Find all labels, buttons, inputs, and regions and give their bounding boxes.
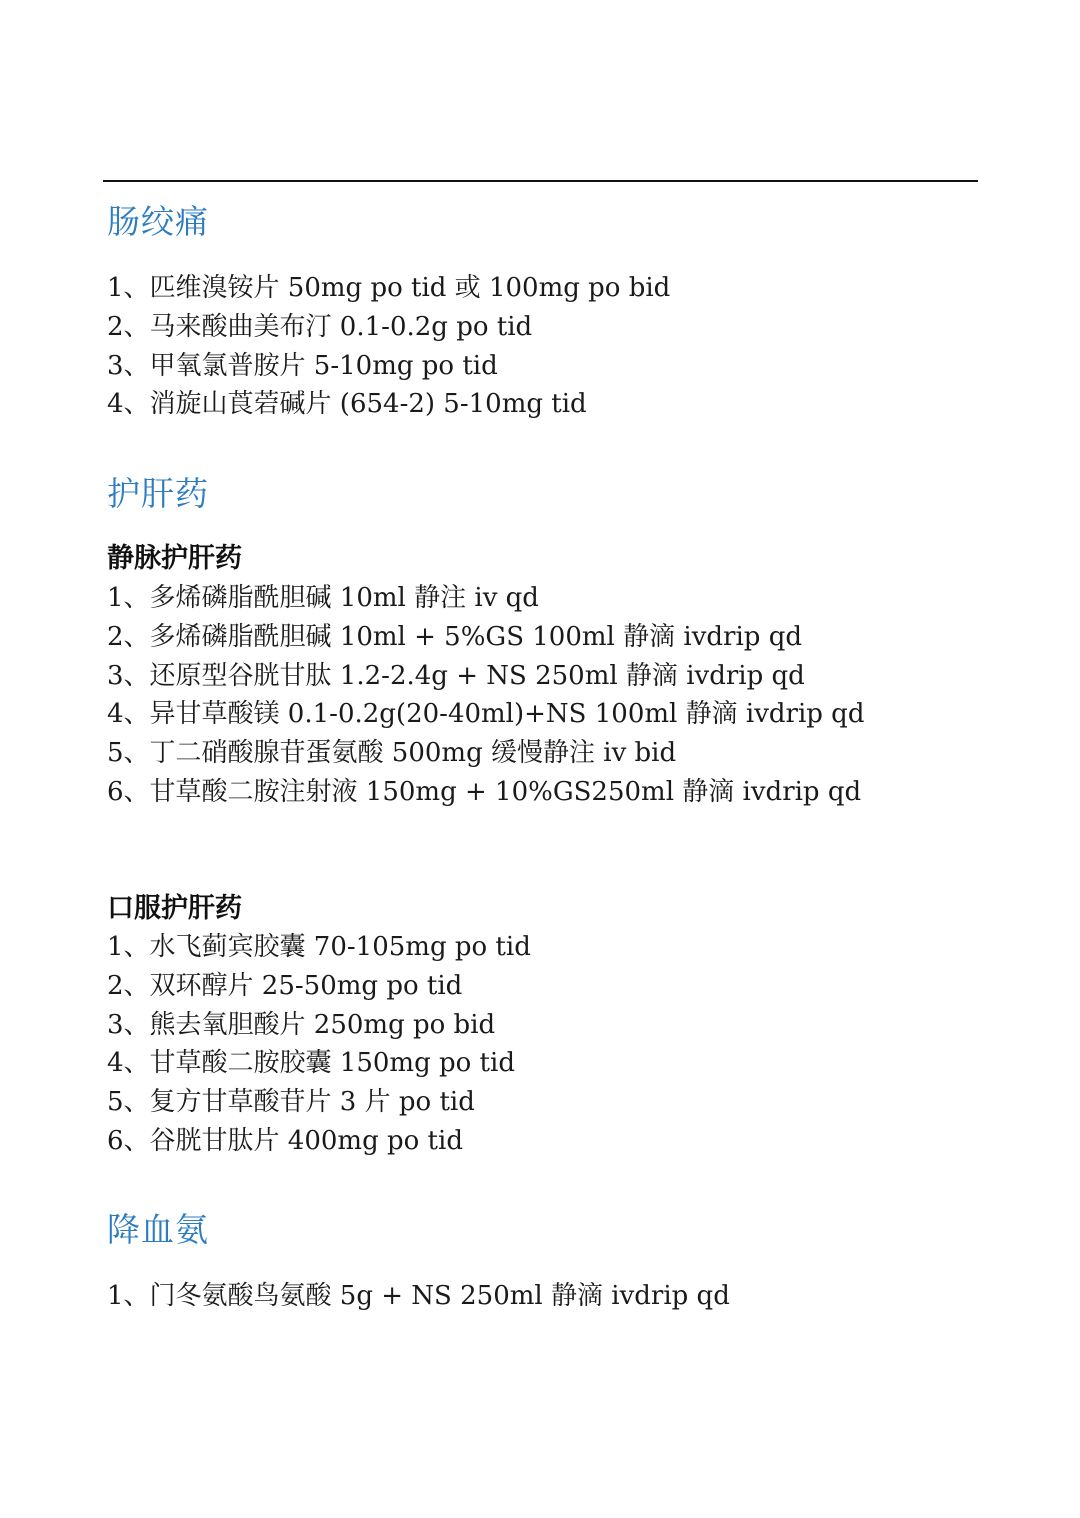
list-item: 3、甲氧氯普胺片 5-10mg po tid: [107, 350, 498, 381]
list-item: 5、丁二硝酸腺苷蛋氨酸 500mg 缓慢静注 iv bid: [107, 738, 677, 769]
list-item: 6、谷胱甘肽片 400mg po tid: [107, 1125, 463, 1156]
list-item: 2、马来酸曲美布汀 0.1-0.2g po tid: [107, 311, 533, 342]
section-title-liver: 护肝药: [107, 474, 209, 513]
list-item: 4、甘草酸二胺胶囊 150mg po tid: [107, 1048, 515, 1079]
oral-liver-drug-list: [107, 928, 531, 1161]
list-item: 2、多烯磷脂酰胆碱 10ml + 5%GS 100ml 静滴 ivdrip qd: [107, 621, 802, 652]
list-item: 4、消旋山莨菪碱片 (654-2) 5-10mg tid: [107, 389, 587, 420]
top-divider: [103, 180, 978, 182]
subheading-iv-liver: 静脉护肝药: [107, 543, 242, 574]
list-item: 5、复方甘草酸苷片 3 片 po tid: [107, 1087, 475, 1118]
ammonia-drug-list: [107, 1277, 730, 1316]
list-item: 1、多烯磷脂酰胆碱 10ml 静注 iv qd: [107, 583, 539, 613]
list-item: 1、匹维溴铵片 50mg po tid 或 100mg po bid: [107, 273, 671, 303]
list-item: 6、甘草酸二胺注射液 150mg + 10%GS250ml 静滴 ivdrip qd: [107, 776, 862, 807]
section-title-ammonia: 降血氨: [107, 1210, 209, 1249]
list-item: 2、双环醇片 25-50mg po tid: [107, 970, 463, 1001]
list-item: 1、门冬氨酸鸟氨酸 5g + NS 250ml 静滴 ivdrip qd: [107, 1281, 730, 1311]
subheading-oral-liver: 口服护肝药: [107, 893, 242, 924]
iv-liver-drug-list: [107, 579, 864, 812]
list-item: 3、还原型谷胱甘肽 1.2-2.4g + NS 250ml 静滴 ivdrip qd: [107, 660, 805, 691]
list-item: 3、熊去氧胆酸片 250mg po bid: [107, 1009, 496, 1040]
section-title-colic: 肠绞痛: [107, 202, 209, 241]
list-item: 4、异甘草酸镁 0.1-0.2g(20-40ml)+NS 100ml 静滴 ivdrip qd: [107, 699, 865, 730]
list-item: 1、水飞蓟宾胶囊 70-105mg po tid: [107, 932, 531, 962]
colic-drug-list: [107, 269, 670, 424]
